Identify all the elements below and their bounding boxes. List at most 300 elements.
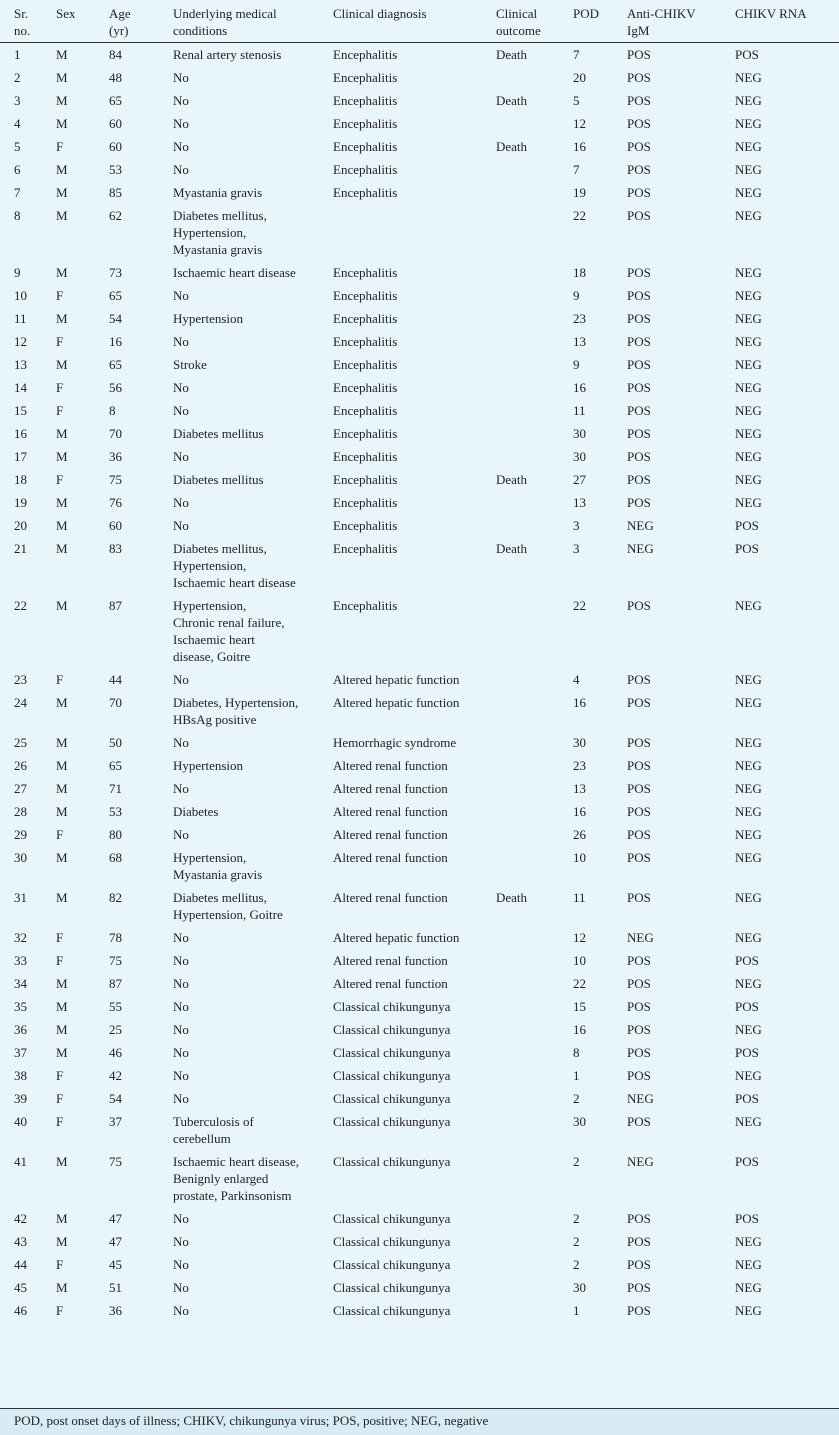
cell-sex: M	[56, 162, 68, 177]
cell-conditions	[159, 1276, 319, 1299]
cell-rna: NEG	[735, 139, 762, 154]
cell-rna: POS	[735, 1091, 759, 1106]
table-row	[0, 514, 839, 537]
table-row	[0, 995, 839, 1018]
cell-age: 56	[109, 380, 122, 395]
table-row	[0, 949, 839, 972]
cell-sex: F	[56, 380, 64, 395]
cell-sex: M	[56, 695, 68, 710]
condition-line: Myastania gravis	[173, 242, 263, 257]
cell-sr-no: 8	[14, 208, 21, 223]
cell-diagnosis: Encephalitis	[333, 288, 398, 303]
cell-rna: NEG	[735, 1022, 762, 1037]
condition-line: No	[173, 1211, 189, 1226]
cell-sex: M	[56, 781, 68, 796]
cell-rna: NEG	[735, 288, 762, 303]
cell-sex: M	[56, 1045, 68, 1060]
cell-outcome	[482, 491, 559, 514]
cell-diagnosis: Altered renal function	[333, 850, 448, 865]
cell-age: 80	[109, 827, 122, 842]
cell-sr-no: 40	[14, 1114, 27, 1129]
cell-rna: NEG	[735, 598, 762, 613]
table-row	[0, 445, 839, 468]
cell-sr-no: 15	[14, 403, 27, 418]
cell-sr-no: 3	[14, 93, 21, 108]
cell-igm: POS	[627, 311, 651, 326]
table-row	[0, 376, 839, 399]
cell-sex: M	[56, 426, 68, 441]
cell-rna: POS	[735, 541, 759, 556]
cell-pod: 16	[573, 139, 586, 154]
condition-line: Ischaemic heart disease	[173, 575, 296, 590]
cell-conditions	[159, 376, 319, 399]
cell-rna: POS	[735, 999, 759, 1014]
cell-rna: NEG	[735, 1068, 762, 1083]
condition-line: No	[173, 976, 189, 991]
cell-diagnosis: Classical chikungunya	[333, 1022, 451, 1037]
condition-line: No	[173, 518, 189, 533]
cell-age: 71	[109, 781, 122, 796]
cell-outcome	[482, 731, 559, 754]
cell-igm: POS	[627, 672, 651, 687]
cell-diagnosis: Classical chikungunya	[333, 1211, 451, 1226]
condition-line: No	[173, 403, 189, 418]
cell-pod: 2	[573, 1257, 580, 1272]
condition-line: No	[173, 735, 189, 750]
condition-line: No	[173, 1303, 189, 1318]
table-row	[0, 1230, 839, 1253]
cell-igm: POS	[627, 598, 651, 613]
cell-diagnosis: Classical chikungunya	[333, 1114, 451, 1129]
cell-sr-no: 6	[14, 162, 21, 177]
condition-line: Renal artery stenosis	[173, 47, 282, 62]
cell-rna: NEG	[735, 1303, 762, 1318]
condition-line: disease, Goitre	[173, 649, 251, 664]
condition-line: Ischaemic heart disease,	[173, 1154, 299, 1169]
cell-igm: POS	[627, 890, 651, 905]
cell-age: 44	[109, 672, 122, 687]
cell-conditions	[159, 754, 319, 777]
cell-rna: NEG	[735, 70, 762, 85]
cell-age: 87	[109, 976, 122, 991]
cell-rna: NEG	[735, 311, 762, 326]
cell-pod: 30	[573, 426, 586, 441]
cell-rna: NEG	[735, 695, 762, 710]
cell-conditions	[159, 949, 319, 972]
cell-sr-no: 18	[14, 472, 27, 487]
cell-sex: F	[56, 672, 64, 687]
cell-outcome	[482, 691, 559, 731]
cell-pod: 3	[573, 518, 580, 533]
cell-age: 65	[109, 288, 122, 303]
cell-sr-no: 46	[14, 1303, 27, 1318]
cell-age: 60	[109, 139, 122, 154]
cell-conditions	[159, 204, 319, 261]
cell-igm: POS	[627, 288, 651, 303]
cell-outcome	[482, 972, 559, 995]
cell-igm: POS	[627, 208, 651, 223]
cell-sr-no: 7	[14, 185, 21, 200]
cell-igm: POS	[627, 1211, 651, 1226]
cell-igm: POS	[627, 449, 651, 464]
cell-sex: M	[56, 541, 68, 556]
cell-sex: M	[56, 850, 68, 865]
cell-outcome: Death	[496, 47, 528, 62]
cell-outcome	[482, 514, 559, 537]
cell-conditions	[159, 330, 319, 353]
cell-diagnosis: Encephalitis	[333, 598, 398, 613]
cell-diagnosis: Classical chikungunya	[333, 1068, 451, 1083]
cell-sr-no: 30	[14, 850, 27, 865]
cell-rna: NEG	[735, 735, 762, 750]
cell-diagnosis: Classical chikungunya	[333, 1303, 451, 1318]
cell-rna: NEG	[735, 850, 762, 865]
condition-line: No	[173, 1091, 189, 1106]
cell-sr-no: 35	[14, 999, 27, 1014]
cell-outcome	[482, 307, 559, 330]
cell-outcome	[482, 204, 559, 261]
cell-age: 54	[109, 1091, 122, 1106]
table-row	[0, 1064, 839, 1087]
cell-age: 78	[109, 930, 122, 945]
cell-conditions	[159, 1018, 319, 1041]
header-sex	[42, 0, 95, 43]
cell-sex: F	[56, 930, 64, 945]
cell-pod: 12	[573, 116, 586, 131]
cell-diagnosis: Encephalitis	[333, 357, 398, 372]
cell-age: 36	[109, 449, 122, 464]
condition-line: No	[173, 449, 189, 464]
cell-sr-no: 22	[14, 598, 27, 613]
condition-line: No	[173, 495, 189, 510]
table-row	[0, 1276, 839, 1299]
cell-rna: NEG	[735, 781, 762, 796]
cell-age: 83	[109, 541, 122, 556]
condition-line: Hypertension	[173, 758, 244, 773]
cell-diagnosis: Encephalitis	[333, 426, 398, 441]
condition-line: No	[173, 672, 189, 687]
cell-sr-no: 1	[14, 47, 21, 62]
cell-age: 73	[109, 265, 122, 280]
cell-conditions	[159, 112, 319, 135]
cell-pod: 2	[573, 1154, 580, 1169]
cell-sr-no: 34	[14, 976, 27, 991]
condition-line: No	[173, 1280, 189, 1295]
cell-sex: M	[56, 758, 68, 773]
cell-igm: POS	[627, 1234, 651, 1249]
cell-sr-no: 5	[14, 139, 21, 154]
cell-igm: POS	[627, 953, 651, 968]
condition-line: HBsAg positive	[173, 712, 257, 727]
cell-sr-no: 10	[14, 288, 27, 303]
cell-outcome	[482, 823, 559, 846]
cell-diagnosis: Encephalitis	[333, 334, 398, 349]
condition-line: Hypertension,	[173, 558, 247, 573]
header-rna	[721, 0, 839, 43]
condition-line: cerebellum	[173, 1131, 231, 1146]
cell-pod: 22	[573, 598, 586, 613]
table-row	[0, 777, 839, 800]
cell-igm: POS	[627, 850, 651, 865]
cell-pod: 12	[573, 930, 586, 945]
header-sr-no	[0, 0, 42, 43]
header-text: outcome	[496, 23, 541, 38]
condition-line: No	[173, 380, 189, 395]
condition-line: Diabetes	[173, 804, 219, 819]
header-text: POD	[573, 6, 600, 21]
cell-diagnosis: Encephalitis	[333, 472, 398, 487]
cell-pod: 20	[573, 70, 586, 85]
cell-diagnosis: Classical chikungunya	[333, 1091, 451, 1106]
cell-outcome: Death	[496, 541, 528, 556]
cell-age: 75	[109, 953, 122, 968]
cell-sex: F	[56, 403, 64, 418]
table-row	[0, 1299, 839, 1322]
cell-outcome	[482, 1207, 559, 1230]
condition-line: No	[173, 288, 189, 303]
cell-outcome	[482, 1041, 559, 1064]
cell-pod: 3	[573, 541, 580, 556]
cell-outcome: Death	[496, 890, 528, 905]
cell-igm: POS	[627, 357, 651, 372]
cell-sr-no: 23	[14, 672, 27, 687]
cell-outcome	[482, 422, 559, 445]
cell-diagnosis: Altered renal function	[333, 804, 448, 819]
cell-sr-no: 31	[14, 890, 27, 905]
cell-sex: F	[56, 1068, 64, 1083]
cell-age: 54	[109, 311, 122, 326]
table-row	[0, 158, 839, 181]
table-row	[0, 886, 839, 926]
cell-sr-no: 33	[14, 953, 27, 968]
table-row	[0, 823, 839, 846]
cell-sr-no: 32	[14, 930, 27, 945]
cell-diagnosis: Encephalitis	[333, 518, 398, 533]
table-row	[0, 284, 839, 307]
cell-sr-no: 45	[14, 1280, 27, 1295]
cell-rna: NEG	[735, 1114, 762, 1129]
cell-age: 65	[109, 93, 122, 108]
cell-rna: NEG	[735, 495, 762, 510]
cell-sr-no: 16	[14, 426, 27, 441]
header-igm	[613, 0, 721, 43]
cell-age: 85	[109, 185, 122, 200]
cell-conditions	[159, 823, 319, 846]
cell-sex: M	[56, 93, 68, 108]
cell-rna: NEG	[735, 116, 762, 131]
cell-conditions	[159, 846, 319, 886]
condition-line: No	[173, 334, 189, 349]
cell-sr-no: 29	[14, 827, 27, 842]
cell-conditions	[159, 261, 319, 284]
condition-line: Hypertension,	[173, 850, 247, 865]
cell-outcome	[482, 1299, 559, 1322]
cell-pod: 7	[573, 47, 580, 62]
condition-line: No	[173, 999, 189, 1014]
header-text: no.	[14, 23, 31, 38]
cell-outcome	[482, 353, 559, 376]
cell-conditions	[159, 594, 319, 668]
cell-conditions	[159, 886, 319, 926]
header-text: Sr.	[14, 6, 29, 21]
cell-sr-no: 38	[14, 1068, 27, 1083]
cell-igm: POS	[627, 1068, 651, 1083]
cell-pod: 8	[573, 1045, 580, 1060]
cell-age: 25	[109, 1022, 122, 1037]
condition-line: Ischaemic heart disease	[173, 265, 296, 280]
cell-rna: POS	[735, 1154, 759, 1169]
cell-conditions	[159, 399, 319, 422]
condition-line: prostate, Parkinsonism	[173, 1188, 292, 1203]
cell-outcome	[482, 846, 559, 886]
cell-sex: M	[56, 265, 68, 280]
table-body	[0, 43, 839, 1323]
cell-age: 53	[109, 804, 122, 819]
cell-outcome	[482, 376, 559, 399]
cell-outcome	[482, 1150, 559, 1207]
cell-diagnosis: Altered renal function	[333, 976, 448, 991]
cell-conditions	[159, 691, 319, 731]
cell-pod: 5	[573, 93, 580, 108]
cell-conditions	[159, 731, 319, 754]
cell-sex: M	[56, 1280, 68, 1295]
cell-pod: 4	[573, 672, 580, 687]
cell-sr-no: 17	[14, 449, 27, 464]
cell-sex: F	[56, 139, 64, 154]
table-row	[0, 1253, 839, 1276]
cell-sex: M	[56, 185, 68, 200]
header-text: conditions	[173, 23, 228, 38]
cell-diagnosis: Altered hepatic function	[333, 930, 460, 945]
cell-diagnosis: Encephalitis	[333, 47, 398, 62]
cell-conditions	[159, 89, 319, 112]
header-text: CHIKV RNA	[735, 6, 807, 21]
cell-age: 70	[109, 426, 122, 441]
cell-pod: 2	[573, 1091, 580, 1106]
cell-diagnosis: Encephalitis	[333, 70, 398, 85]
cell-sr-no: 20	[14, 518, 27, 533]
cell-sex: M	[56, 449, 68, 464]
cell-diagnosis: Classical chikungunya	[333, 1257, 451, 1272]
cell-igm: POS	[627, 976, 651, 991]
cell-igm: POS	[627, 999, 651, 1014]
cell-rna: NEG	[735, 1257, 762, 1272]
condition-line: No	[173, 162, 189, 177]
cell-pod: 30	[573, 449, 586, 464]
cell-conditions	[159, 422, 319, 445]
cell-rna: POS	[735, 953, 759, 968]
cell-sr-no: 11	[14, 311, 27, 326]
cell-sex: M	[56, 357, 68, 372]
cell-age: 8	[109, 403, 116, 418]
cell-age: 36	[109, 1303, 122, 1318]
table-row	[0, 1041, 839, 1064]
cell-rna: NEG	[735, 380, 762, 395]
cell-conditions	[159, 468, 319, 491]
cell-igm: POS	[627, 139, 651, 154]
table-row	[0, 353, 839, 376]
cell-sex: M	[56, 70, 68, 85]
cell-outcome	[482, 181, 559, 204]
cell-conditions	[159, 66, 319, 89]
cell-rna: NEG	[735, 758, 762, 773]
cell-pod: 23	[573, 311, 586, 326]
cell-outcome	[482, 1018, 559, 1041]
cell-sr-no: 36	[14, 1022, 27, 1037]
cell-age: 42	[109, 1068, 122, 1083]
cell-pod: 13	[573, 334, 586, 349]
cell-igm: POS	[627, 426, 651, 441]
cell-sex: F	[56, 953, 64, 968]
cell-igm: POS	[627, 495, 651, 510]
cell-igm: POS	[627, 185, 651, 200]
cell-conditions	[159, 668, 319, 691]
cell-conditions	[159, 307, 319, 330]
cell-outcome	[482, 66, 559, 89]
table-row	[0, 66, 839, 89]
condition-line: Diabetes mellitus,	[173, 541, 267, 556]
cell-diagnosis: Encephalitis	[333, 403, 398, 418]
cell-diagnosis: Encephalitis	[333, 116, 398, 131]
cell-igm: NEG	[627, 1091, 654, 1106]
cell-pod: 18	[573, 265, 586, 280]
cell-igm: POS	[627, 1114, 651, 1129]
cell-age: 76	[109, 495, 122, 510]
condition-line: No	[173, 1022, 189, 1037]
cell-igm: NEG	[627, 930, 654, 945]
condition-line: No	[173, 139, 189, 154]
cell-age: 47	[109, 1234, 122, 1249]
cell-sex: M	[56, 735, 68, 750]
cell-age: 55	[109, 999, 122, 1014]
cell-diagnosis: Encephalitis	[333, 265, 398, 280]
cell-outcome	[482, 926, 559, 949]
cell-sex: M	[56, 598, 68, 613]
cell-pod: 9	[573, 288, 580, 303]
cell-sr-no: 37	[14, 1045, 27, 1060]
table-row	[0, 1018, 839, 1041]
cell-sex: M	[56, 311, 68, 326]
cell-sex: M	[56, 1022, 68, 1037]
header-row	[0, 0, 839, 43]
cell-age: 68	[109, 850, 122, 865]
cell-diagnosis: Encephalitis	[333, 449, 398, 464]
cell-sr-no: 4	[14, 116, 21, 131]
cell-age: 60	[109, 116, 122, 131]
cell-rna: NEG	[735, 449, 762, 464]
table-row	[0, 1110, 839, 1150]
cell-pod: 22	[573, 208, 586, 223]
cell-rna: NEG	[735, 930, 762, 945]
cell-igm: POS	[627, 472, 651, 487]
cell-pod: 13	[573, 781, 586, 796]
condition-line: Ischaemic heart	[173, 632, 255, 647]
cell-conditions	[159, 777, 319, 800]
cell-sr-no: 39	[14, 1091, 27, 1106]
cell-sr-no: 27	[14, 781, 27, 796]
cell-sr-no: 21	[14, 541, 27, 556]
header-outcome	[482, 0, 559, 43]
cell-conditions	[159, 1041, 319, 1064]
cell-igm: POS	[627, 162, 651, 177]
table-header	[0, 0, 839, 43]
cell-igm: POS	[627, 1045, 651, 1060]
cell-outcome	[482, 754, 559, 777]
cell-sr-no: 12	[14, 334, 27, 349]
cell-outcome	[482, 158, 559, 181]
cell-diagnosis: Altered renal function	[333, 953, 448, 968]
table-row	[0, 204, 839, 261]
